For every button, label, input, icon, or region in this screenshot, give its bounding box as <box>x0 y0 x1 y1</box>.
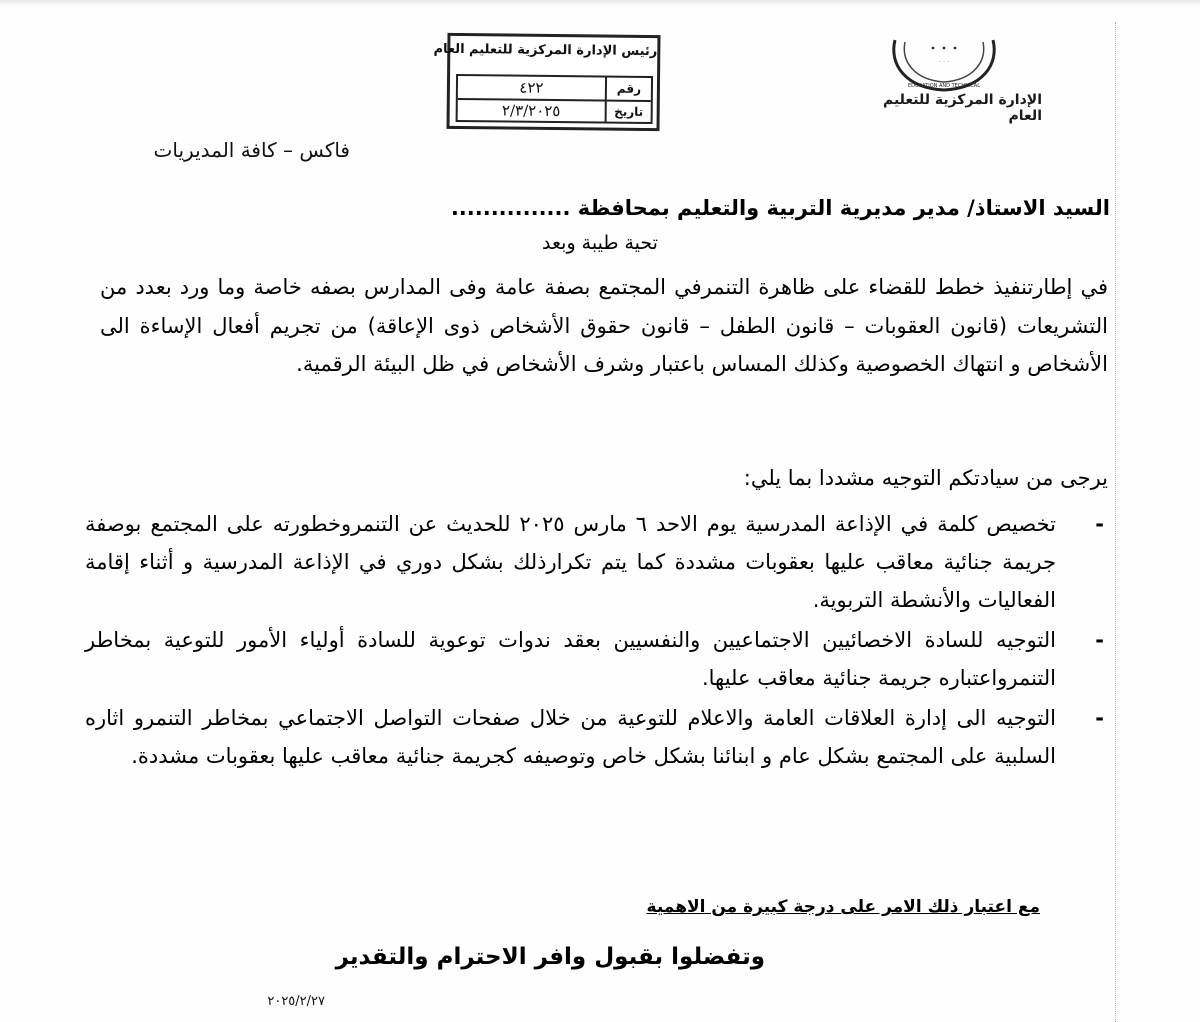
stamp-number-value: ٤٢٢ <box>519 78 544 97</box>
dash-bullet-icon: - <box>1095 628 1104 652</box>
stamp-date-label: تاريخ <box>605 101 651 123</box>
request-line: يرجى من سيادتكم التوجيه مشددا بما يلي: <box>743 466 1108 490</box>
document-date: ٢٠٢٥/٢/٢٧ <box>267 994 325 1009</box>
stamp-table <box>456 74 653 124</box>
page-fold-line <box>1115 22 1117 1022</box>
directive-text: التوجيه الى إدارة العلاقات العامة والاعلام للتوعية من خلال صفحات التواصل الاجتماعي بمخاطر التنمرو اثاره السلبية على المجتمع بشكل عام و ابنائنا بشكل خاص وتوصيفه كجريمة جنائية معاقب عليها بعقوبات مشددة. <box>85 706 1056 768</box>
stamp-number-row <box>458 76 651 102</box>
incoming-stamp <box>433 33 661 131</box>
fax-recipients: فاكس – كافة المديريات <box>153 138 350 162</box>
stamp-title: رئيس الإدارة المركزية للتعليم العام <box>433 41 658 60</box>
scan-edge-shadow <box>0 0 1200 6</box>
directive-item <box>85 621 1108 697</box>
intro-paragraph: في إطارتنفيذ خطط للقضاء على ظاهرة التنمرفي المجتمع بصفة عامة وفى المدارس بصفه خاصة وما ورد بعدد من التشريعات (قانون العقوبات – قانون الطفل – قانون حقوق الأشخاص ذوى الإعاقة) من تجريم أفعال الإساءة الى الأشخاص و انتهاك الخصوصية وكذلك المساس باعتبار وشرف الأشخاص في ظل البيئة الرقمية. <box>100 275 1108 376</box>
dash-bullet-icon: - <box>1095 706 1104 730</box>
importance-note: مع اعتبار ذلك الامر على درجة كبيرة من الاهمية <box>646 897 1040 917</box>
ministry-emblem-icon <box>885 36 1003 94</box>
svg-text:EDUCATION AND TECHNICAL: EDUCATION AND TECHNICAL <box>908 83 980 89</box>
department-name: الإدارة المركزية للتعليم العام <box>882 92 1042 124</box>
stamp-number-label: رقم <box>605 78 651 100</box>
stamp-date-value: ٢/٣/٢٠٢٥ <box>501 101 561 121</box>
directive-list <box>85 505 1108 777</box>
letter-body <box>100 268 1108 384</box>
directive-item <box>85 699 1108 775</box>
directive-text: التوجيه للسادة الاخصائيين الاجتماعيين والنفسيين بعقد ندوات توعوية للسادة أولياء الأمور للتوعية بمخاطر التنمرواعتباره جريمة جنائية معاقب عليها. <box>85 628 1056 690</box>
stamp-date-row <box>458 99 651 123</box>
directive-item <box>85 505 1108 619</box>
greeting: تحية طيبة وبعد <box>542 232 658 254</box>
dash-bullet-icon: - <box>1095 512 1104 536</box>
closing-regards: وتفضلوا بقبول وافر الاحترام والتقدير <box>335 944 765 970</box>
svg-text:· · ·: · · · <box>938 58 950 66</box>
directive-text: تخصيص كلمة في الإذاعة المدرسية يوم الاحد ٦ مارس ٢٠٢٥ للحديث عن التنمروخطورته على المجتمع بوصفة جريمة جنائية معاقب عليها بعقوبات مشددة كما يتم تكرارذلك بشكل دوري في الإذاعة المدرسية و أثناء إقامة الفعاليات والأنشطة التربوية. <box>85 512 1057 612</box>
addressee-line: السيد الاستاذ/ مدير مديرية التربية والتعليم بمحافظة ............... <box>450 196 1110 220</box>
